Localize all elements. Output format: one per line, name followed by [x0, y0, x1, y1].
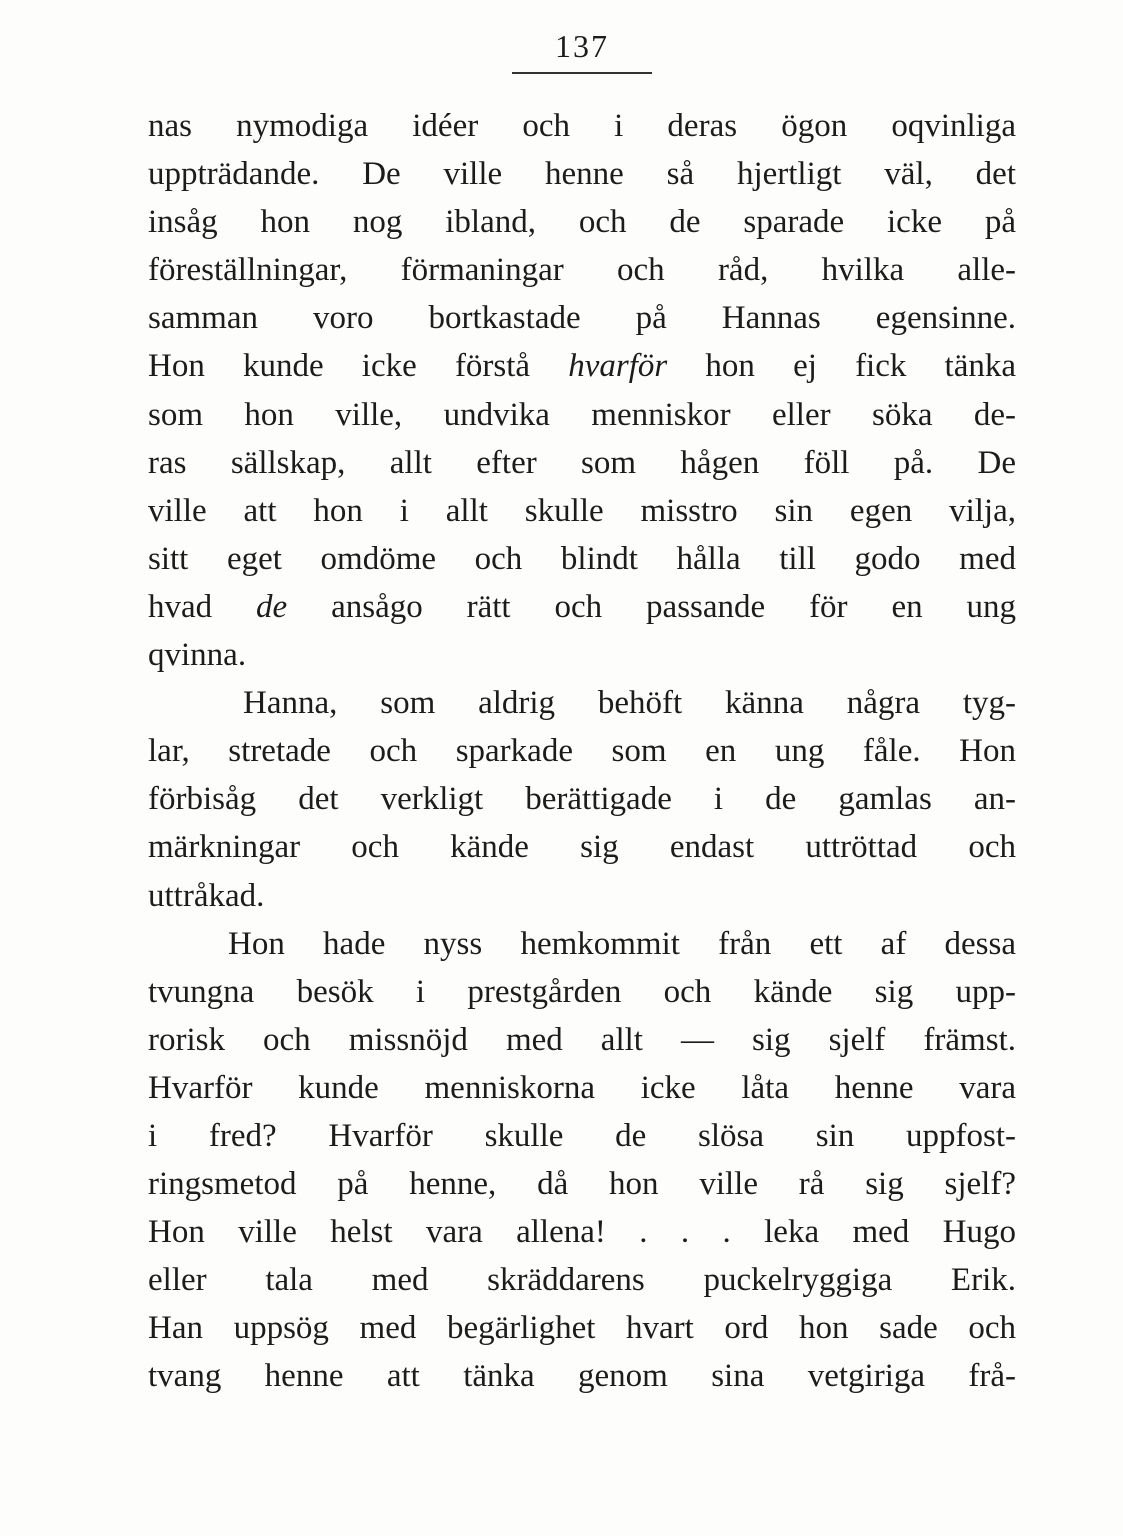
- text-line: [148, 968, 1016, 1016]
- text-segment: Hanna, som aldrig behöft känna några tyg-: [243, 685, 1016, 722]
- text-segment: Hon hade nyss hemkommit från ett af dessa: [228, 925, 1016, 962]
- text-line: [148, 1256, 1016, 1304]
- text-segment: ville att hon i allt skulle misstro sin egen vilja,: [148, 492, 1016, 529]
- text-line: [148, 1304, 1016, 1352]
- text-line: [148, 823, 1016, 871]
- italic-text: hvarför: [568, 348, 668, 385]
- text-segment: Hon kunde icke förstå: [148, 348, 569, 385]
- text-segment: uttråkad.: [148, 877, 265, 914]
- text-line: [148, 1208, 1016, 1256]
- text-line: [148, 102, 1016, 150]
- text-segment: förbisåg det verkligt berättigade i de gamlas an-: [148, 781, 1016, 818]
- text-segment: som hon ville, undvika menniskor eller söka de-: [148, 396, 1016, 433]
- text-segment: qvinna.: [148, 637, 247, 674]
- text-line: [148, 1160, 1016, 1208]
- text-segment: ansågo rätt och passande för en ung: [287, 588, 1016, 625]
- text-segment: tvungna besök i prestgården och kände sig upp-: [148, 973, 1016, 1010]
- text-line: [148, 246, 1016, 294]
- text-segment: hon ej fick tänka: [667, 348, 1016, 385]
- text-segment: i fred? Hvarför skulle de slösa sin uppfost-: [148, 1117, 1016, 1154]
- text-segment: hvad: [148, 588, 257, 625]
- text-line: [148, 872, 1016, 920]
- text-line: [148, 1064, 1016, 1112]
- text-line: [148, 631, 1016, 679]
- text-line: [148, 1016, 1016, 1064]
- page-number: 137: [555, 28, 609, 64]
- page-number-rule: [512, 72, 652, 74]
- text-line: [148, 150, 1016, 198]
- text-segment: Han uppsög med begärlighet hvart ord hon sade och: [148, 1310, 1016, 1347]
- text-line: [148, 679, 1016, 727]
- text-line: [148, 439, 1016, 487]
- text-segment: rorisk och missnöjd med allt — sig sjelf främst.: [148, 1021, 1016, 1058]
- text-segment: lar, stretade och sparkade som en ung fåle. Hon: [148, 733, 1016, 770]
- text-line: [148, 727, 1016, 775]
- text-line: [148, 1112, 1016, 1160]
- text-line: [148, 391, 1016, 439]
- text-segment: samman voro bortkastade på Hannas egensinne.: [148, 300, 1016, 337]
- text-segment: tvang henne att tänka genom sina vetgiriga frå-: [148, 1358, 1016, 1395]
- text-segment: märkningar och kände sig endast uttröttad och: [148, 829, 1016, 866]
- text-line: [148, 487, 1016, 535]
- text-segment: insåg hon nog ibland, och de sparade icke på: [148, 204, 1016, 241]
- text-line: [148, 583, 1016, 631]
- text-segment: nas nymodiga idéer och i deras ögon oqvinliga: [148, 108, 1016, 144]
- body-text: [148, 102, 1016, 1401]
- text-line: [148, 342, 1016, 390]
- italic-text: de: [256, 588, 288, 625]
- text-segment: Hvarför kunde menniskorna icke låta henne vara: [148, 1069, 1016, 1106]
- text-segment: ras sällskap, allt efter som hågen föll på. De: [148, 444, 1016, 481]
- text-segment: eller tala med skräddarens puckelryggiga Erik.: [148, 1262, 1016, 1299]
- text-segment: uppträdande. De ville henne så hjertligt väl, det: [148, 156, 1016, 193]
- text-segment: Hon ville helst vara allena! . . . leka med Hugo: [148, 1214, 1016, 1251]
- text-line: [148, 775, 1016, 823]
- text-line: [148, 1352, 1016, 1400]
- text-segment: föreställningar, förmaningar och råd, hvilka alle-: [148, 252, 1016, 289]
- text-line: [148, 920, 1016, 968]
- text-segment: ringsmetod på henne, då hon ville rå sig sjelf?: [148, 1166, 1016, 1203]
- text-line: [148, 535, 1016, 583]
- text-segment: sitt eget omdöme och blindt hålla till godo med: [148, 540, 1016, 577]
- text-line: [148, 198, 1016, 246]
- text-line: [148, 294, 1016, 342]
